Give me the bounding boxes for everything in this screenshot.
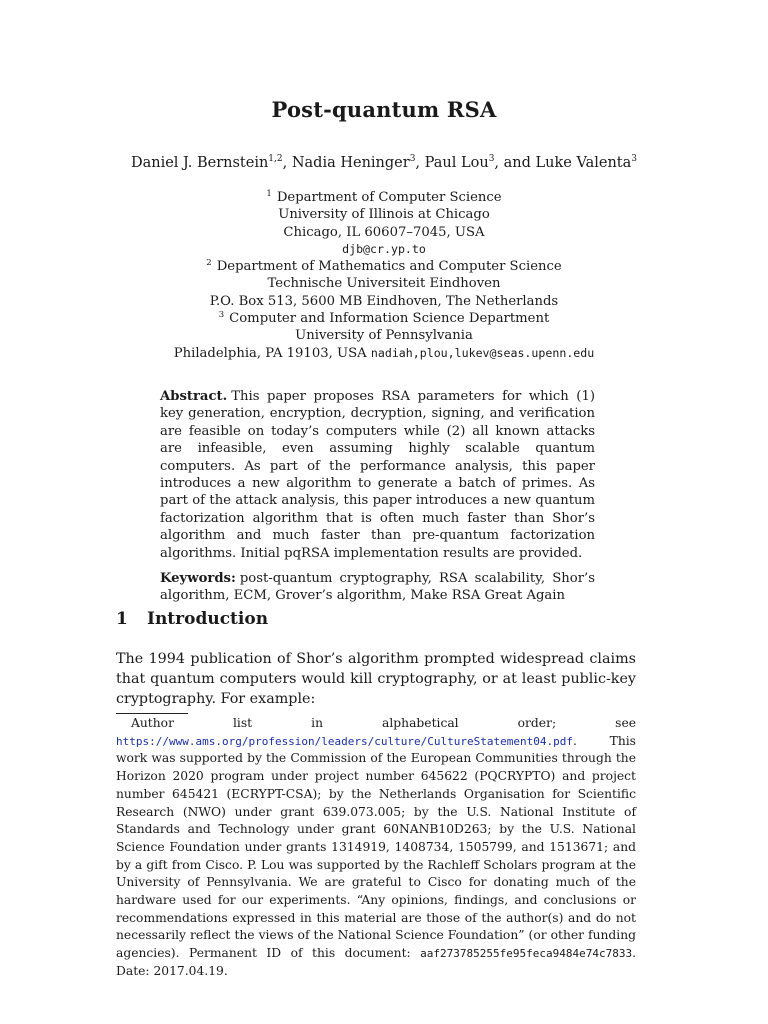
- section-heading: [116, 609, 268, 629]
- affiliation-3-email[interactable]: nadiah,plou,lukev@seas.upenn.edu: [370, 345, 595, 360]
- keywords-text: post-quantum cryptography, RSA scalability, Shor’s algorithm, ECM, Grover’s algorithm, Make RSA Great Again: [160, 571, 595, 604]
- abstract-block: [160, 388, 595, 605]
- affiliation-3-city-email: [0, 345, 768, 362]
- author-separator: , and: [494, 155, 536, 171]
- footnote: [116, 715, 636, 981]
- affiliation-2-city: P.O. Box 513, 5600 MB Eindhoven, The Netherlands: [209, 293, 559, 309]
- footnote-date: . Date: 2017.04.19.: [116, 946, 636, 978]
- keywords-paragraph: [160, 570, 595, 605]
- affiliations: [0, 189, 768, 362]
- author-affiliation-mark: 3: [488, 154, 495, 164]
- affiliation-dept-text: Department of Computer Science: [276, 190, 502, 205]
- author-separator: ,: [415, 155, 425, 171]
- abstract-text: This paper proposes RSA parameters for which (1) key generation, encryption, decryption, signing, and verification are feasible on today’s computers while (2) all known attacks are infeasible, even assuming highly scalable quantum computers. As part of the performance analysis, this paper introduces a new algorithm to generate a batch of primes. As part of the attack analysis, this paper introduces a new quantum factorization algorithm that is often much faster than Shor’s algorithm and much faster than pre-quantum factorization algorithms. Initial pqRSA implementation results are provided.: [160, 389, 595, 561]
- affiliation-mark: 2: [206, 258, 212, 269]
- affiliation-mark: 3: [218, 310, 225, 321]
- author-affiliation-mark: 3: [631, 154, 638, 164]
- abstract-paragraph: [160, 388, 595, 562]
- affiliation-mark: 1: [266, 189, 272, 199]
- affiliation-dept-text: Department of Mathematics and Computer Science: [216, 259, 562, 275]
- footnote-rule: [116, 713, 188, 714]
- footnote-body: . This work was supported by the Commission of the European Communities through the Horizon 2020 program under project number 645622 (PQCRYPTO) and project number 645421 (ECRYPT-CSA); by the Netherlands Organisation for Scientific Research (NWO) under grant 639.073.005; by the U.S. National Institute of Standards and Technology under grant 60NANB10D263; by the U.S. National Science Foundation under grants 1314919, 1408734, 1505799, and 1513671; and by a gift from Cisco. P. Lou was supported by the Rachleff Scholars program at the University of Pennsylvania. We are grateful to Cisco for donating much of the hardware used for our experiments. “Any opinions, findings, and conclusions or recommendations expressed in this material are those of the author(s) and do not necessarily reflect the views of the National Science Foundation” (or other funding agencies). Permanent ID of this document:: [116, 733, 636, 961]
- introduction-body: [116, 649, 636, 709]
- affiliation-3-univ: University of Pennsylvania: [295, 328, 473, 344]
- affiliation-dept-text: Computer and Information Science Department: [229, 311, 550, 327]
- keywords-label: Keywords:: [160, 571, 236, 587]
- author-name: Daniel J. Bernstein: [130, 155, 269, 171]
- culture-statement-link[interactable]: https://www.ams.org/profession/leaders/culture/CultureStatement04.pdf: [116, 734, 573, 748]
- affiliation-3-city: Philadelphia, PA 19103, USA: [173, 345, 367, 361]
- author-name: Paul Lou: [424, 155, 489, 171]
- affiliation-3-dept: [0, 310, 768, 327]
- document-id: aaf273785255fe95feca9484e74c7833: [420, 947, 633, 961]
- affiliation-1-email[interactable]: djb@cr.yp.to: [342, 241, 426, 256]
- affiliation-1-dept: [0, 189, 768, 206]
- author-separator: ,: [282, 155, 292, 171]
- introduction-paragraph: The 1994 publication of Shor’s algorithm prompted widespread claims that quantum computers would kill cryptography, or at least public-key cryptography. For example:: [116, 651, 636, 707]
- affiliation-1-city: Chicago, IL 60607–7045, USA: [283, 224, 485, 240]
- affiliation-2-univ: Technische Universiteit Eindhoven: [267, 276, 501, 292]
- footnote-intro: Author list in alphabetical order; see: [131, 716, 636, 730]
- author-name: Luke Valenta: [535, 155, 632, 171]
- paper-title: Post-quantum RSA: [271, 97, 497, 122]
- section-number: 1: [116, 609, 128, 629]
- affiliation-2-dept: [0, 258, 768, 275]
- affiliation-1-univ: University of Illinois at Chicago: [278, 207, 490, 223]
- author-list: [0, 155, 768, 171]
- abstract-label: Abstract.: [160, 389, 228, 404]
- footnote-paragraph: [116, 715, 636, 981]
- author-affiliation-mark: 1,2: [268, 154, 283, 164]
- author-name: Nadia Heninger: [291, 155, 410, 171]
- author-affiliation-mark: 3: [409, 154, 416, 164]
- section-title: Introduction: [147, 609, 269, 629]
